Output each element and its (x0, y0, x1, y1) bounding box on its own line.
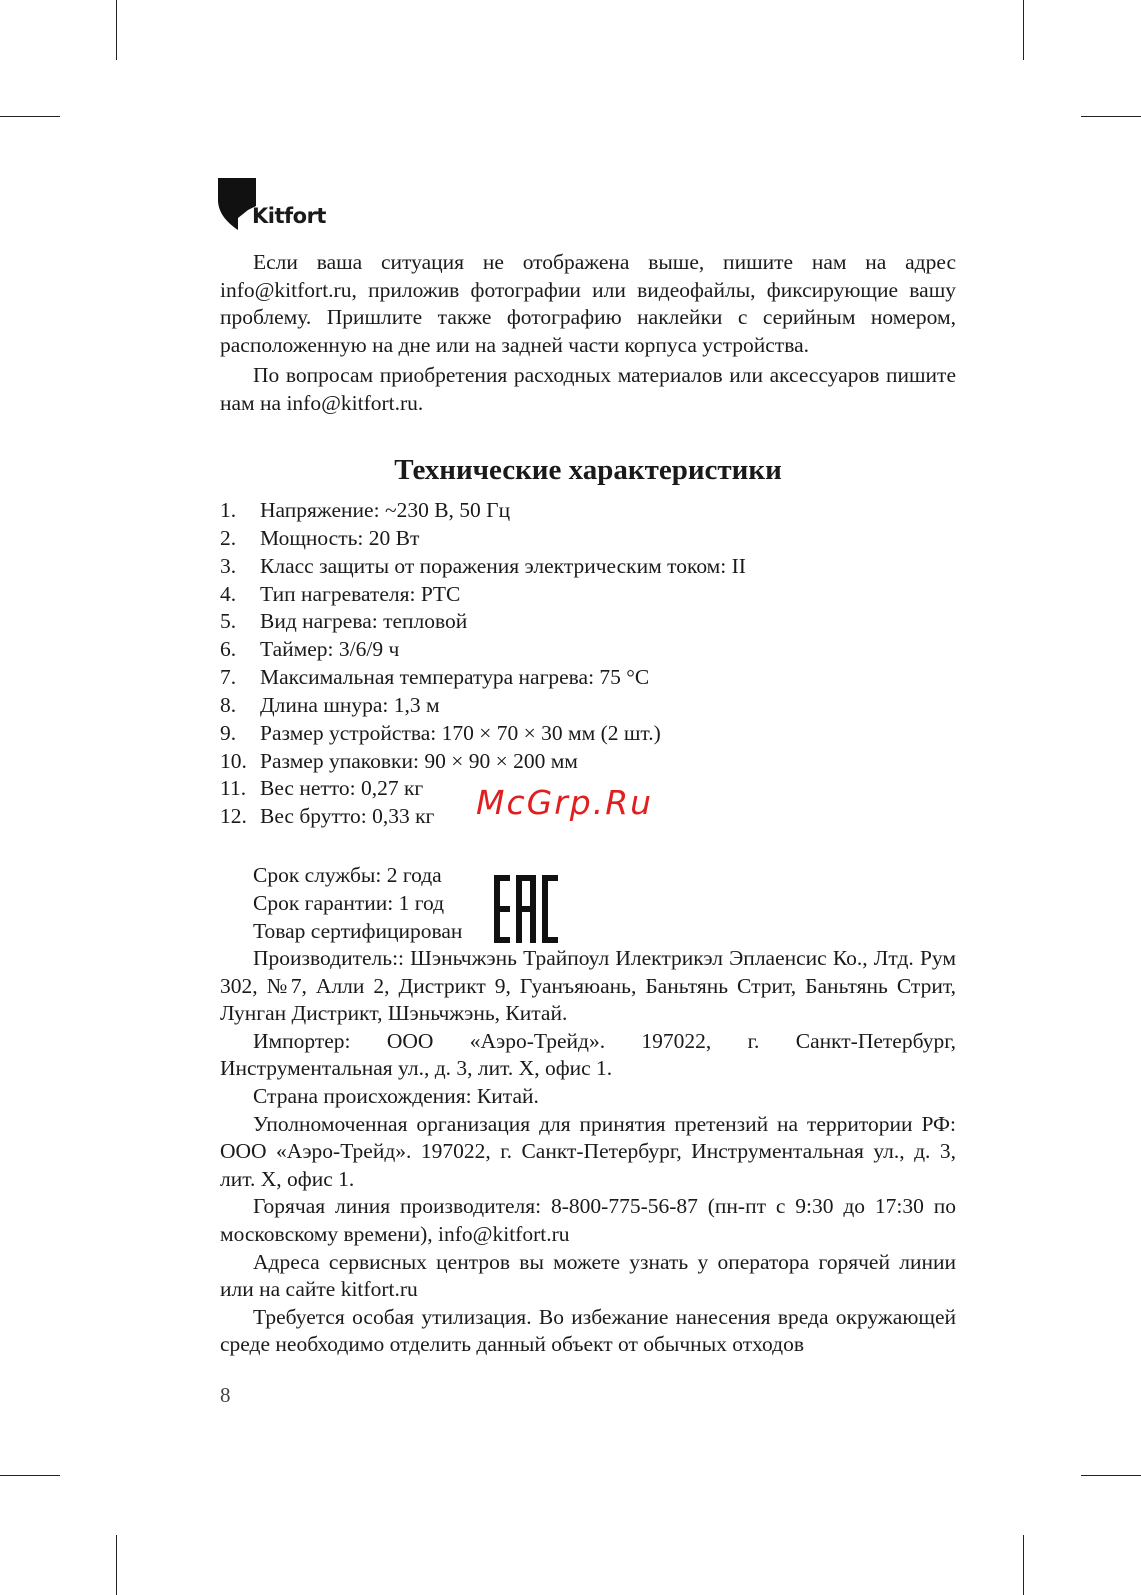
spec-text: Размер упаковки: 90 × 90 × 200 мм (260, 748, 578, 773)
spec-number: 8. (220, 692, 237, 717)
spec-item (220, 525, 956, 553)
certification: Товар сертифицирован (253, 918, 463, 943)
spec-text: Максимальная температура нагрева: 75 °C (260, 665, 650, 690)
spec-text: Размер устройства: 170 × 70 × 30 мм (2 шт.) (260, 720, 661, 745)
service-centers-paragraph: Адреса сервисных центров вы можете узнать у оператора горячей линии или на сайте kitfort.ru (220, 1249, 956, 1302)
crop-mark (0, 116, 60, 117)
intro-paragraph: Если ваша ситуация не отображена выше, пишите нам на адрес info@kitfort.ru, приложив фотографии или видеофайлы, фиксирующие вашу проблему. Пришлите также фотографию наклейки с серийным номером, расположенную на дне или на задней части корпуса устройства. (220, 250, 956, 357)
spec-text: Класс защиты от поражения электрическим током: II (260, 553, 746, 578)
spec-item (220, 497, 956, 525)
spec-text: Длина шнура: 1,3 м (260, 692, 440, 717)
spec-text: Вид нагрева: тепловой (260, 609, 468, 634)
crop-mark (1081, 1475, 1141, 1476)
crop-mark (1023, 0, 1024, 60)
specs-list (220, 497, 956, 831)
spec-number: 3. (220, 553, 237, 578)
spec-item (220, 553, 956, 581)
crop-mark (116, 0, 117, 60)
service-life: Срок службы: 2 года (253, 863, 442, 887)
spec-item (220, 748, 956, 776)
spec-number: 5. (220, 609, 237, 634)
spec-text: Вес брутто: 0,33 кг (260, 804, 435, 829)
importer-paragraph: Импортер: ООО «Аэро-Трейд». 197022, г. Санкт-Петербург, Инструментальная ул., д. 3, лит. Х, офис 1. (220, 1028, 956, 1081)
warranty-period: Срок гарантии: 1 год (253, 890, 445, 915)
crop-mark (116, 1535, 117, 1595)
spec-text: Тип нагревателя: PTC (260, 581, 461, 606)
spec-item (220, 664, 956, 692)
page-number: 8 (220, 1383, 231, 1407)
hotline-paragraph: Горячая линия производителя: 8-800-775-56-87 (пн-пт с 9:30 до 17:30 по московскому времени), info@kitfort.ru (220, 1194, 956, 1246)
spec-item (220, 692, 956, 720)
spec-text: Таймер: 3/6/9 ч (260, 637, 400, 662)
kitfort-logo (218, 178, 338, 232)
spec-number: 6. (220, 637, 237, 662)
spec-text: Напряжение: ~230 В, 50 Гц (260, 498, 511, 522)
section-title: Технические характеристики (394, 454, 782, 486)
spec-item (220, 608, 956, 636)
spec-item (220, 720, 956, 748)
spec-number: 12. (220, 804, 247, 829)
spec-text: Вес нетто: 0,27 кг (260, 776, 424, 801)
spec-item (220, 581, 956, 609)
crop-mark (1081, 116, 1141, 117)
crop-mark (0, 1475, 60, 1476)
spec-number: 11. (220, 776, 247, 801)
spec-number: 7. (220, 665, 237, 690)
disposal-paragraph: Требуется особая утилизация. Во избежание нанесения вреда окружающей среде необходимо отделить данный объект от обычных отходов (220, 1304, 956, 1357)
authorized-org-paragraph: Уполномоченная организация для принятия претензий на территории РФ: ООО «Аэро-Трейд». 197022, г. Санкт-Петербург, Инструментальная ул., д. 3, лит. Х, офис 1. (220, 1111, 956, 1191)
service-info (253, 862, 462, 945)
crop-mark (1023, 1535, 1024, 1595)
details-section (220, 945, 956, 1359)
spec-item (220, 636, 956, 664)
spec-number: 1. (220, 498, 237, 522)
origin-paragraph: Страна происхождения: Китай. (253, 1083, 539, 1108)
intro-section (220, 249, 956, 418)
eac-mark-icon (494, 875, 558, 943)
spec-number: 10. (220, 748, 247, 773)
manufacturer-paragraph: Производитель:: Шэньчжэнь Трайпоул Илектрикэл Эплаенсис Ко., Лтд. Рум 302, №7, Алли 2, Дистрикт 9, Гуанъяюань, Баньтянь Стрит, Баньтянь Стрит, Лунган Дистрикт, Шэньчжэнь, Китай. (220, 946, 956, 1026)
spec-number: 4. (220, 581, 237, 606)
watermark-text: McGrp.Ru (476, 783, 654, 822)
spec-text: Мощность: 20 Вт (260, 525, 420, 550)
spec-number: 2. (220, 525, 237, 550)
intro-paragraph: По вопросам приобретения расходных материалов или аксессуаров пишите нам на info@kitfort.ru. (220, 363, 956, 415)
logo-wordmark: Kitfort (252, 204, 326, 228)
spec-number: 9. (220, 720, 237, 745)
